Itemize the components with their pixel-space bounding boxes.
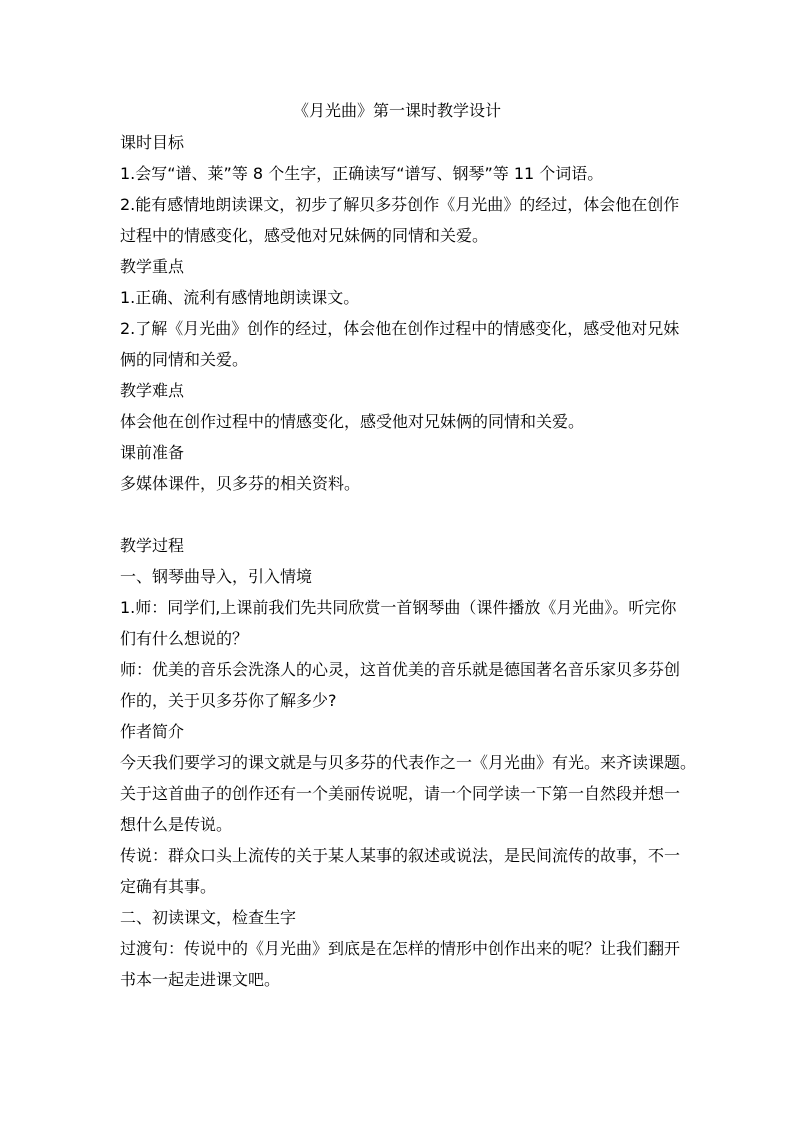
paragraph-line: 俩的同情和关爱。 bbox=[120, 350, 249, 369]
section-heading-objectives: 课时目标 bbox=[120, 133, 185, 152]
paragraph-line: 过渡句：传说中的《月光曲》到底是在怎样的情形中创作出来的呢？让我们翻开 bbox=[120, 939, 681, 958]
paragraph-line: 1.正确、流利有感情地朗读课文。 bbox=[120, 288, 360, 307]
paragraph-line: 体会他在创作过程中的情感变化，感受他对兄妹俩的同情和关爱。 bbox=[120, 412, 585, 431]
paragraph-line: 今天我们要学习的课文就是与贝多芬的代表作之一《月光曲》有光。来齐读课题。 bbox=[120, 753, 697, 772]
section-heading-process: 教学过程 bbox=[120, 536, 185, 555]
paragraph-line: 1.师：同学们,上课前我们先共同欣赏一首钢琴曲（课件播放《月光曲》。听完你 bbox=[120, 598, 677, 617]
subheading-part-two: 二、初读课文，检查生字 bbox=[120, 908, 297, 927]
subheading-author-intro: 作者简介 bbox=[120, 722, 185, 741]
section-heading-difficulties: 教学难点 bbox=[120, 381, 185, 400]
paragraph-line: 关于这首曲子的创作还有一个美丽传说呢，请一个同学读一下第一自然段并想一 bbox=[120, 784, 681, 803]
document-title: 《月光曲》第一课时教学设计 bbox=[292, 101, 501, 120]
paragraph-line: 定确有其事。 bbox=[120, 877, 217, 896]
paragraph-line: 作的，关于贝多芬你了解多少? bbox=[120, 691, 337, 710]
paragraph-line: 想什么是传说。 bbox=[120, 815, 233, 834]
paragraph-line: 师：优美的音乐会洗涤人的心灵，这首优美的音乐就是德国著名音乐家贝多芬创 bbox=[120, 660, 681, 679]
paragraph-line: 传说：群众口头上流传的关于某人某事的叙述或说法，是民间流传的故事，不一 bbox=[120, 846, 681, 865]
paragraph-line: 书本一起走进课文吧。 bbox=[120, 970, 281, 989]
paragraph-line: 们有什么想说的？ bbox=[120, 629, 249, 648]
section-heading-preparation: 课前准备 bbox=[120, 443, 185, 462]
subheading-part-one: 一、钢琴曲导入，引入情境 bbox=[120, 567, 313, 586]
paragraph-line: 2.能有感情地朗读课文，初步了解贝多芬创作《月光曲》的经过，体会他在创作 bbox=[120, 195, 680, 214]
paragraph-line: 1.会写“谱、莱”等 8 个生字，正确读写“谱写、钢琴”等 11 个词语。 bbox=[120, 164, 604, 183]
paragraph-line: 过程中的情感变化，感受他对兄妹俩的同情和关爱。 bbox=[120, 226, 489, 245]
paragraph-line: 多媒体课件，贝多芬的相关资料。 bbox=[120, 474, 361, 493]
section-heading-key-points: 教学重点 bbox=[120, 257, 185, 276]
paragraph-line: 2.了解《月光曲》创作的经过，体会他在创作过程中的情感变化，感受他对兄妹 bbox=[120, 319, 680, 338]
